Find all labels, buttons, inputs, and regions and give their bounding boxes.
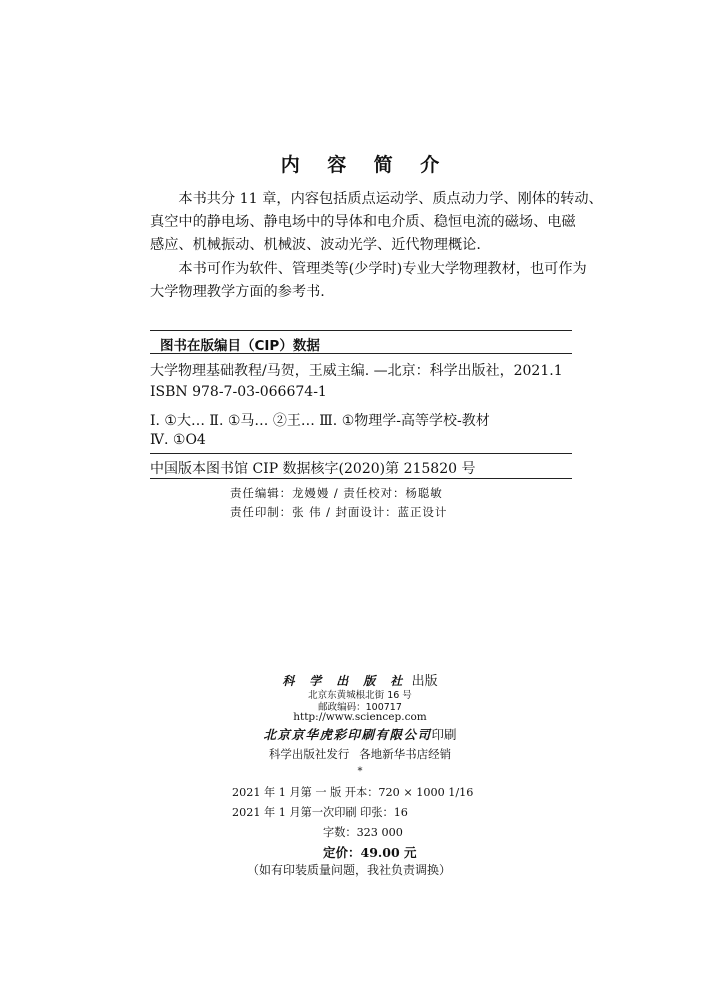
cip-class-line-2: Ⅳ. ①O4 <box>150 432 206 448</box>
publisher-postcode: 邮政编码：100717 <box>318 702 402 713</box>
cip-isbn: ISBN 978-7-03-066674-1 <box>150 384 327 400</box>
printer-action: 印刷 <box>431 727 457 742</box>
word-count: 字数：323 000 <box>323 826 403 839</box>
cip-book-line: 大学物理基础教程/马贺，王威主编. —北京：科学出版社，2021.1 <box>150 363 563 379</box>
price: 定价：49.00 元 <box>323 845 417 860</box>
intro-paragraph-1 <box>150 188 603 257</box>
intro-title: 内 容 简 介 <box>280 154 450 176</box>
cip-class-line-1: Ⅰ. ①大… Ⅱ. ①马… ②王… Ⅲ. ①物理学-高等学校-教材 <box>150 413 490 429</box>
intro-p1-line-1: 本书共分 11 章，内容包括质点运动学、质点动力学、刚体的转动、 <box>178 191 603 207</box>
printing-line: 2021 年 1 月第一次印刷 印张：16 <box>232 806 408 819</box>
quality-notice: （如有印装质量问题，我社负责调换） <box>247 863 452 877</box>
separator-star: * <box>357 766 363 777</box>
cip-bottom-rule <box>150 478 572 479</box>
cip-header-rule <box>150 353 572 354</box>
intro-p1-line-2: 真空中的静电场、静电场中的导体和电介质、稳恒电流的磁场、电磁 <box>150 214 576 230</box>
printer-line <box>0 725 720 743</box>
publisher-name: 科 学 出 版 社 <box>282 674 408 688</box>
intro-p2-line-1: 本书可作为软件、管理类等(少学时)专业大学物理教材，也可作为 <box>178 261 587 277</box>
staff-line-2: 责任印制：张 伟 / 封面设计：蓝正设计 <box>230 505 448 519</box>
publisher-action: 出版 <box>411 674 438 689</box>
cip-number-top-rule <box>150 453 572 454</box>
cip-top-rule <box>150 330 572 331</box>
publisher-address: 北京东黄城根北街 16 号 <box>308 690 412 701</box>
cip-number: 中国版本图书馆 CIP 数据核字(2020)第 215820 号 <box>150 461 476 477</box>
edition-line: 2021 年 1 月第 一 版 开本：720 × 1000 1/16 <box>232 786 474 799</box>
intro-p1-line-3: 感应、机械振动、机械波、波动光学、近代物理概论. <box>150 237 481 253</box>
publisher-url: http://www.sciencep.com <box>293 711 427 723</box>
staff-line-1: 责任编辑：龙嫚嫚 / 责任校对：杨聪敏 <box>230 486 443 500</box>
intro-p2-line-2: 大学物理教学方面的参考书. <box>150 284 325 300</box>
cip-heading: 图书在版编目（CIP）数据 <box>160 338 320 354</box>
intro-paragraph-2 <box>150 258 587 304</box>
distribution-line: 科学出版社发行 各地新华书店经销 <box>268 747 452 761</box>
printer-name: 北京京华虎彩印刷有限公司 <box>263 727 432 742</box>
